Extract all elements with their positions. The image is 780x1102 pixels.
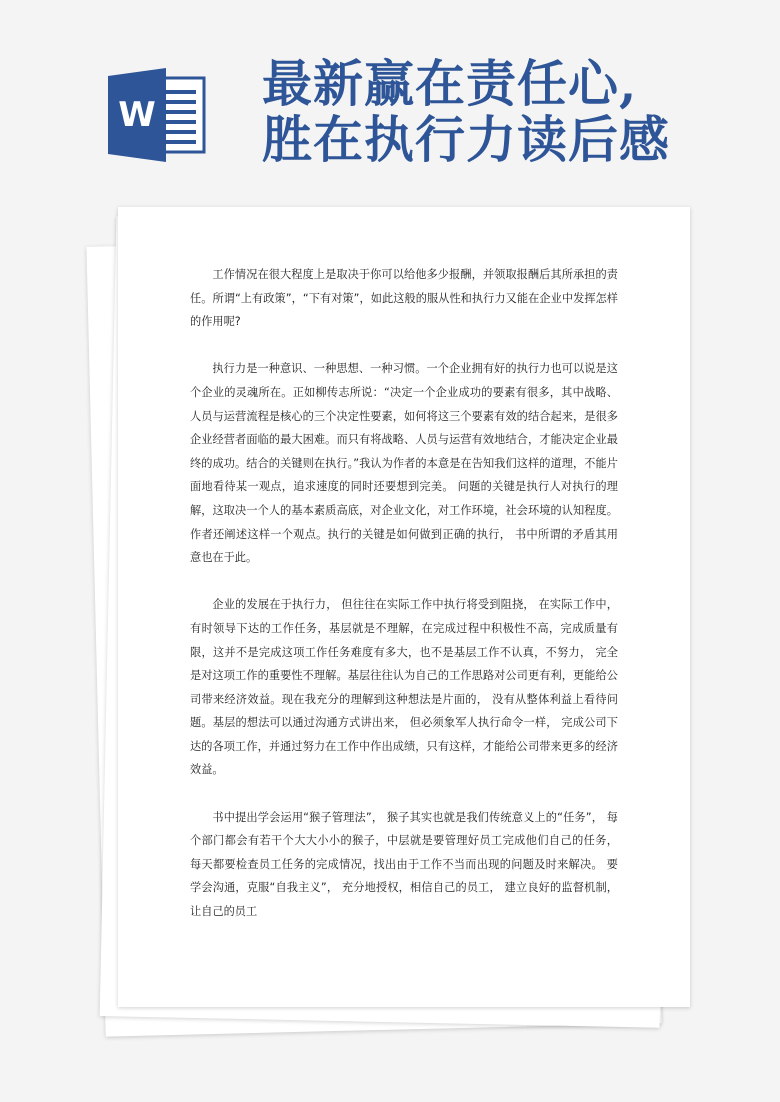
title-line-2: 胜在执行力读后感 [262,110,670,169]
paragraph-3: 企业的发展在于执行力， 但往往在实际工作中执行将受到阻挠， 在实际工作中，有时领导下达的工作任务，基层就是不理解，在完成过程中积极性不高，完成质量有限，这并不是完成这项工作任务难度有多大，也不是基层工作不认真，不努力， 完全是对这项工作的重要性不理解。基层往往认为自己的工作思路对公司更有利，更能给公司带来经济效益。现在我充分的理解到这种想法是片面的， 没有从整体利益上看待问题。基层的想法可以通过沟通方式讲出来， 但必须象军人执行命令一样， 完成公司下达的各项工作，并通过努力在工作中作出成绩，只有这样，才能给公司带来更多的经济效益。 [190,598,618,777]
word-logo-letter: W [118,95,156,135]
paragraph-1: 工作情况在很大程度上是取决于你可以给他多少报酬，并领取报酬后其所承担的责任。所谓“上有政策”，“下有对策”，如此这般的服从性和执行力又能在企业中发挥怎样的作用呢? [190,268,618,329]
paragraph-2: 执行力是一种意识、一种思想、一种习惯。一个企业拥有好的执行力也可以说是这个企业的灵魂所在。正如柳传志所说：“决定一个企业成功的要素有很多，其中战略、人员与运营流程是核心的三个决定性要素，如何将这三个要素有效的结合起来，是很多企业经营者面临的最大困难。而只有将战略、人员与运营有效地结合，才能决定企业最终的成功。结合的关键则在执行。”我认为作者的本意是在告知我们这样的道理，不能片面地看待某一观点，追求速度的同时还要想到完美。 问题的关键是执行人对执行的理解，这取决一个人的基本素质高底，对企业文化，对工作环境，社会环境的认知程度。作者还阐述这样一个观点。执行的关键是如何做到正确的执行， 书中所谓的矛盾其用意也在于此。 [190,362,618,565]
title-line-1: 最新赢在责任心, [262,54,638,113]
document-body [190,263,618,947]
paragraph-4: 书中提出学会运用“猴子管理法”， 猴子其实也就是我们传统意义上的“任务”， 每个部门都会有若干个大大小小的猴子，中层就是要管理好员工完成他们自己的任务， 每天都要检查员工任务的完成情况，找出由于工作不当而出现的问题及时来解决。 要学会沟通，克服“自我主义”， 充分地授权，相信自己的员工， 建立良好的监督机制，让自己的员工 [190,810,618,919]
